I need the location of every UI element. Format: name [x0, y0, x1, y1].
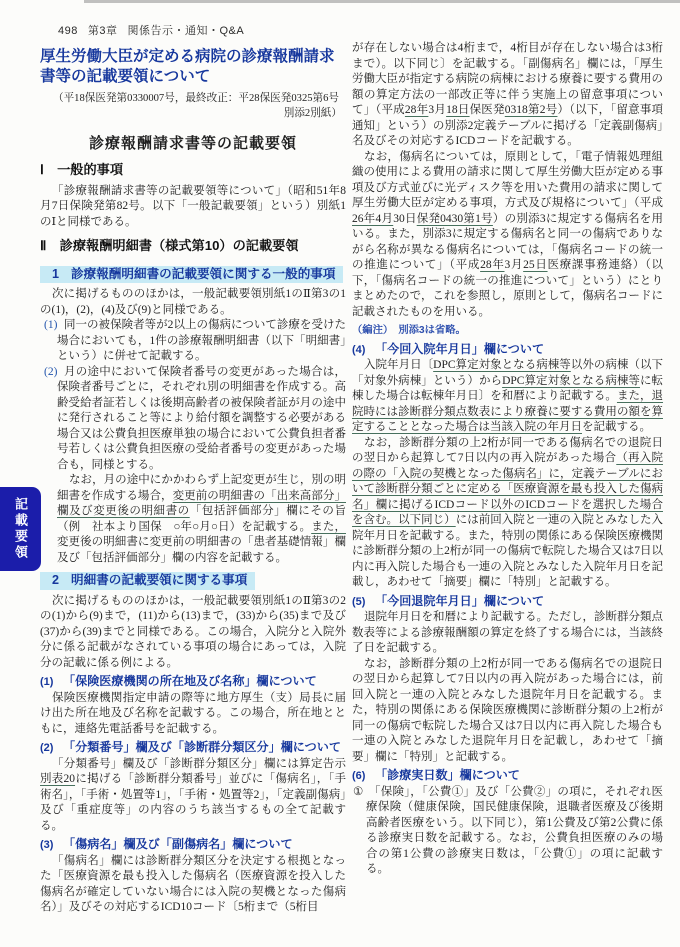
text-run: に掲げる「診断群分類番号」並びに「傷病名」，「手術名」，「手術・処置等1」，「手術・処置等2」，「定義副傷病」及び「重症度等」の内容のうち該当するもの全て記載する。 [40, 773, 347, 832]
text-run: 医療課事務連絡）（以下，「傷病名コードの統一の推進について」という）にとりまとめたので，これを参照し，原則として，傷病名コードに記載されたものを用いる。 [352, 259, 664, 318]
editor-note [352, 323, 663, 339]
text-run: 同一の被保険者等が2以上の傷病について診療を受けた場合においても，1件の診療報酬明細書（以下「明細書」という）に併せて記載する。 [57, 319, 346, 363]
paragraph [40, 594, 346, 672]
document-subtitle-line2: 別添2別紙） [283, 108, 342, 120]
highlighted-subsection-heading [40, 572, 255, 590]
paragraph [40, 854, 346, 916]
underlined-text: DPC算定対象となる病棟等 [433, 359, 571, 371]
text-run: なお，傷病名については，原則として，「電子情報処理組織の使用による費用の請求に関して厚生労働大臣が定める事項及び方式並びに光ディスク等を用いた費用の請求に関して厚生労働大臣が定める事項，方式及び規格について」（平成 [352, 150, 663, 209]
left-column [40, 22, 346, 916]
chapter-number: 第3章 [87, 25, 118, 37]
underlined-text: 25日 [523, 259, 548, 271]
text-run: 診療報酬明細書の記載要領に関する一般的事項 [71, 266, 336, 281]
text-run: 保険医療機関指定申請の際等に地方厚生（支）局長に届け出た所在地及び名称を記載する。この場合，所在地とともに，連絡先電話番号を記載する。 [40, 691, 346, 735]
text-run: 「傷病名」欄には診断群分類区分を決定する根拠となった「医療資源を最も投入した傷病名（医療資源を投入した傷病名が確定していない場合には入院の契機となった傷病名）」及びその対応するICD10コード〔5桁まで（5桁目 [40, 854, 346, 914]
field-heading [352, 594, 663, 610]
text-run: 「保険医療機関の所在地及び名称」欄について [63, 674, 317, 689]
page-number: 498 [58, 25, 78, 37]
numbered-item [40, 318, 346, 365]
text-run: 次に掲げるもののほかは，一般記載要領別紙1のⅡ第3の1の(1)，(2)，(4)及び(9)と同様である。 [40, 288, 346, 316]
text-run: 「分類番号」欄及び「診断群分類区分」欄について [63, 740, 341, 755]
underlined-text: 0318第2号 [504, 104, 558, 116]
item-number: 2 [52, 573, 60, 588]
field-heading [40, 674, 346, 690]
right-column-text [352, 41, 663, 878]
field-heading [352, 768, 663, 784]
text-run: Ⅰ 一般的事項 [40, 162, 124, 178]
side-tab-kisai-yoryo [0, 487, 41, 571]
text-run: 「診療報酬請求書等の記載要領等について」（昭和51年8月7日保険発第82号。以下「一般記載要領」という）別紙1のⅠと同様である。 [40, 184, 346, 228]
text-run: 「包括評価部分」欄にその旨（例 社本より国保 ○年○月○日）を記載する。 [57, 505, 346, 533]
text-run: 3月 [504, 259, 524, 271]
text-run: 「分類番号」欄及び「診断群分類区分」欄には算定告示 [52, 757, 346, 770]
text-run: 「診療実日数」欄について [375, 768, 520, 782]
circled-item [352, 785, 663, 878]
text-run: 月の途中において保険者番号の変更があった場合は，保険者番号ごとに，それぞれ別の明細書を作成する。高齢受給者証若しくは後期高齢者の被保険者証が月の途中に発行されること等により給付額を調整する必要がある場合又は公費負担医療単独の場合において公費負担者番号若しくは公費負担医療の受給者番号の変更があった場合も，同様とする。 [57, 365, 346, 471]
underlined-text: 別表20 [40, 773, 76, 786]
document-title: 厚生労働大臣が定める病院の診療報酬請求書等の記載要領について [40, 48, 335, 86]
text-run: 以外の病棟（以下「対象外病棟」という）から [352, 359, 663, 387]
center-title: 診療報酬請求書等の記載要領 [88, 136, 297, 153]
item-number: (1) [40, 676, 54, 689]
text-run: 「傷病名」欄及び「副傷病名」欄について [63, 837, 293, 852]
item-number: 1 [52, 266, 60, 281]
right-column [352, 41, 663, 878]
text-run: 次に掲げるもののほかは，一般記載要領別紙1のⅡ第3の2の(1)から(9)まで，(11)から(13)まで，(33)から(35)まで及び(37)から(39)までと同様である。この場合，入院分と入院外分に係る記載がなされている事項の場合にあっては，入院分の記載に係る例による。 [40, 594, 346, 669]
side-tab-label: 記載要領 [13, 497, 28, 561]
text-run: なお，診断群分類の上2桁が同一である傷病名での退院日の翌日から起算して7日以内の再入院があった場合 [352, 436, 663, 464]
underlined-text: 保発0430第1号 [416, 212, 493, 225]
item-number: (1) [44, 319, 58, 332]
text-run: 入院年月日〔 [364, 359, 434, 371]
text-run: ）の別添3に規定する傷病名を用いる。また，別添3に規定する傷病名と同一の傷病でありながら名称が異なる傷病名については，「傷病名コードの統一の推進について」（平成 [352, 212, 664, 271]
field-heading [352, 342, 663, 358]
paragraph [40, 184, 346, 231]
text-run: 30日 [393, 212, 417, 225]
underlined-text: 28年 [404, 104, 429, 116]
section-heading [40, 162, 346, 178]
paragraph [352, 610, 663, 657]
field-heading [40, 837, 346, 853]
document-subtitle-line1: （平18保医発第0330007号，最終改正：平28保医発0325第6号 [53, 93, 340, 105]
text-run: （編注） 別添3は省略。 [352, 325, 466, 336]
section-heading [40, 238, 346, 254]
text-run: 3月 [428, 104, 447, 116]
item-number: (2) [44, 365, 58, 378]
item-number: (6) [352, 770, 366, 782]
text-run: に転棟した場合は転棟年月日〕を和暦により記載する。 [352, 374, 664, 402]
paragraph [40, 757, 346, 835]
item-number: ① [353, 785, 364, 798]
text-run: なお，月の途中にかかわらず上記変更が生じ，別の明細書を作成する場合， [57, 474, 346, 502]
paragraph [40, 691, 346, 738]
underlined-text: DPC算定対象となる病棟等 [502, 374, 640, 387]
item-number: (3) [40, 839, 54, 852]
item-number: (2) [40, 742, 54, 755]
paragraph [352, 436, 663, 591]
text-run: 変更後の明細書に変更前の明細書の「患者基礎情報」欄及び「包括評価部分」欄の内容を記載する。 [57, 536, 346, 564]
text-run: Ⅱ 診療報酬明細書（様式第10）の記載要領 [40, 238, 299, 254]
text-run: 「今回退院年月日」欄について [375, 593, 545, 608]
page-header [40, 22, 346, 38]
item-number: (4) [352, 343, 366, 356]
text-run: には前回入院と一連の入院とみなした入院年月日を記載する。また，特別の関係にある保険医療機関に診断群分類の上2桁が同一の傷病で転院した場合又は7日以内に再入院した場合も一連の入院とみなした入院年月日を記載し，あわせて「摘要」欄に「特別」と記載する。 [352, 514, 664, 588]
text-run: 明細書の記載要領に関する事項 [71, 573, 248, 588]
text-run: が存在しない場合は4桁まで，4桁目が存在しない場合は3桁まで）。以下同じ〕を記載する。「副傷病名」欄には，「厚生労働大臣が指定する病院の病棟における療養に要する費用の額の算定方法の一部改正等に伴う実施上の留意事項について」（平成 [352, 42, 663, 116]
underlined-text: 18日 [446, 104, 470, 116]
underlined-text: 28年 [480, 259, 505, 271]
underlined-text: また， [311, 520, 346, 533]
left-column-text [40, 162, 346, 916]
chapter-title: 関係告示・通知・Q&A [127, 25, 245, 37]
field-heading [40, 740, 346, 756]
paragraph [40, 287, 346, 318]
underlined-text: 変更前の明細書の「出来高部分」欄及び変更後の明細書の [57, 489, 346, 518]
paragraph [352, 657, 663, 766]
nested-paragraph [57, 473, 346, 566]
underlined-text: 26年4月 [352, 212, 394, 225]
paragraph [352, 358, 663, 436]
scan-artifact-line [84, 0, 680, 3]
text-run: 保医発 [469, 104, 505, 116]
continuation-paragraph [352, 41, 663, 150]
numbered-item [40, 365, 346, 474]
paragraph [352, 150, 663, 321]
text-run: 退院年月日を和暦により記載する。ただし，診断群分類点数表等による診療報酬額の算定を終了する場合には，当該終了日を記載する。 [352, 611, 663, 654]
underlined-text: また，退院時には診断群分類点数表により療養に要する費用の額を算定することとなった場合は当該入院の年月日 [352, 390, 664, 433]
text-run: 「保険」，「公費①」及び「公費②」の項に，それぞれ医療保険（健康保険，国民健康保険，退職者医療及び後期高齢者医療をいう。以下同じ），第1公費及び第2公費に係る診療実日数を記載する。なお，公費負担医療のみの場合の第1公費の診療実日数は，「公費①」の項に記載する。 [366, 785, 663, 875]
text-run: なお，診断群分類の上2桁が同一である傷病名での退院日の翌日から起算して7日以内の再入院があった場合には，前回入院と一連の入院とみなした退院年月日を記載する。また，特別の関係にある保険医療機関に診断群分類の上2桁が同一の傷病で転院した場合又は7日以内に再入院した場合も一連の入院とみなした退院年月日を記載し，あわせて「摘要」欄に「特別」と記載する。 [352, 657, 663, 763]
text-run: を記載する。 [582, 421, 651, 433]
item-number: (5) [352, 595, 366, 608]
underlined-text: （再入院の際の「入院の契機となった傷病名」に，定義テーブルにおいて診断群分類ごとに定める「医療資源を最も投入した傷病名」欄に掲げるICDコード以外のICDコードを選択した場合を含む。以下同じ） [352, 452, 663, 526]
text-run: 「今回入院年月日」欄について [375, 341, 545, 356]
highlighted-subsection-heading [40, 266, 343, 284]
text-run: ）（以下，「留意事項通知」という）の別添2定義テーブルに掲げる「定義副傷病」名及びその対応するICDコードを記載する。 [352, 104, 664, 147]
